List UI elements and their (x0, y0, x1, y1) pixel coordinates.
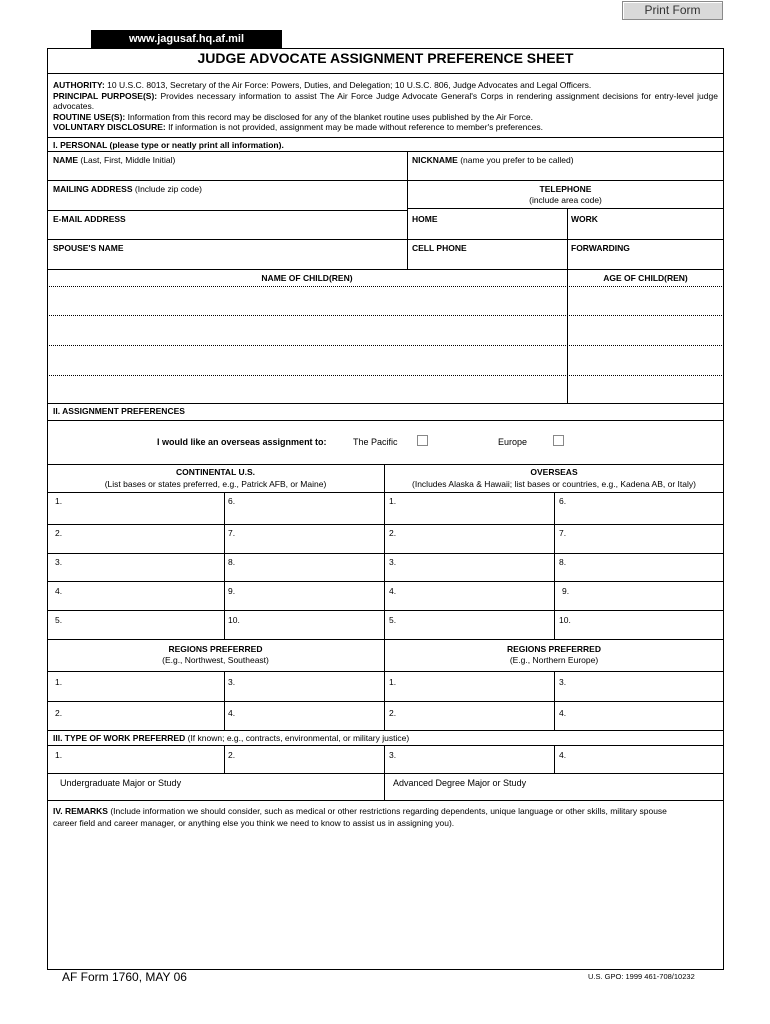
website-url: www.jagusaf.hq.af.mil (91, 30, 282, 48)
work-phone-field[interactable]: WORK (571, 214, 598, 224)
conus-input-4[interactable]: 4. (55, 586, 63, 596)
form-number: AF Form 1760, MAY 06 (62, 970, 187, 984)
email-field[interactable]: E-MAIL ADDRESS (53, 214, 126, 224)
remarks-hint: (Include information we should consider, such as medical or other restrictions regarding dependents, unique language or other skills, military spouse career field and career manager, or anything else you think we need to know to assist us in assigning you). (53, 806, 667, 828)
conus-input-8[interactable]: 8. (228, 557, 236, 567)
nickname-field[interactable] (412, 155, 574, 165)
advanced-degree-field[interactable]: Advanced Degree Major or Study (393, 778, 527, 788)
overseas-question: I would like an overseas assignment to: (157, 437, 327, 447)
purpose-label: PRINCIPAL PURPOSE(S): (53, 90, 158, 101)
region-right-input-2[interactable]: 2. (389, 708, 397, 718)
conus-input-5[interactable]: 5. (55, 615, 63, 625)
nickname-label: NICKNAME (412, 155, 458, 165)
telephone-label: TELEPHONE (539, 184, 592, 194)
conus-input-2[interactable]: 2. (55, 528, 63, 538)
region-left-input-4[interactable]: 4. (228, 708, 236, 718)
regions-left-hint: (E.g., Northwest, Southeast) (162, 655, 269, 665)
overseas-input-10[interactable]: 10. (559, 615, 571, 625)
conus-hint: (List bases or states preferred, e.g., Patrick AFB, or Maine) (104, 479, 327, 489)
mailing-address-field[interactable] (53, 184, 202, 194)
form-title: JUDGE ADVOCATE ASSIGNMENT PREFERENCE SHEET (197, 50, 574, 66)
voluntary-text: If information is not provided, assignment may be made without reference to member's preferences. (168, 122, 543, 132)
child-age-input-1[interactable] (568, 287, 723, 314)
authority-label: AUTHORITY: (53, 80, 105, 90)
name-hint: (Last, First, Middle Initial) (80, 155, 176, 165)
undergrad-major-field[interactable]: Undergraduate Major or Study (60, 778, 182, 788)
child-age-input-3[interactable] (568, 346, 723, 375)
overseas-input-5[interactable]: 5. (389, 615, 397, 625)
telephone-hint: (include area code) (529, 195, 602, 205)
children-name-header: NAME OF CHILD(REN) (261, 273, 353, 283)
region-right-input-4[interactable]: 4. (559, 708, 567, 718)
europe-checkbox[interactable] (553, 435, 564, 446)
child-name-input-2[interactable] (48, 316, 566, 345)
overseas-input-4[interactable]: 4. (389, 586, 397, 596)
region-left-input-1[interactable]: 1. (55, 677, 63, 687)
conus-input-9[interactable]: 9. (228, 586, 236, 596)
children-age-header: AGE OF CHILD(REN) (603, 273, 688, 283)
purpose-text: Provides necessary information to assist The Air Force Judge Advocate General's Corps in rendering assignment decisions for entry-level judge advocates. (53, 90, 718, 111)
home-phone-field[interactable]: HOME (412, 214, 438, 224)
child-age-input-2[interactable] (568, 316, 723, 345)
name-field[interactable] (53, 155, 175, 165)
conus-input-7[interactable]: 7. (228, 528, 236, 538)
regions-left-header: REGIONS PREFERRED (168, 644, 263, 654)
work-input-4[interactable]: 4. (559, 750, 567, 760)
overseas-input-6[interactable]: 6. (559, 496, 567, 506)
mailing-hint: (Include zip code) (134, 184, 202, 194)
section-assignment-heading: II. ASSIGNMENT PREFERENCES (53, 406, 185, 416)
authority-text: 10 U.S.C. 8013, Secretary of the Air Force: Powers, Duties, and Delegation; 10 U.S.C. 806, Judge Advocates and Legal Officers. (107, 80, 592, 90)
conus-input-1[interactable]: 1. (55, 496, 63, 506)
work-input-3[interactable]: 3. (389, 750, 397, 760)
voluntary-label: VOLUNTARY DISCLOSURE: (53, 122, 166, 132)
conus-input-6[interactable]: 6. (228, 496, 236, 506)
overseas-input-8[interactable]: 8. (559, 557, 567, 567)
print-form-button[interactable]: Print Form (622, 1, 723, 20)
overseas-input-7[interactable]: 7. (559, 528, 567, 538)
name-label: NAME (53, 155, 79, 165)
section-personal-heading: I. PERSONAL (please type or neatly print all information). (53, 140, 284, 150)
child-name-input-1[interactable] (48, 287, 566, 314)
overseas-input-9[interactable]: 9. (562, 586, 570, 596)
child-name-input-4[interactable] (48, 376, 566, 402)
remarks-instructions (53, 806, 693, 829)
section-work-heading (53, 733, 409, 743)
privacy-statement (53, 80, 718, 133)
conus-input-10[interactable]: 10. (228, 615, 240, 625)
forwarding-field[interactable]: FORWARDING (571, 243, 630, 253)
section-work-hint: (If known; e.g., contracts, environmental, or military justice) (187, 733, 410, 743)
routine-label: ROUTINE USE(S): (53, 111, 126, 122)
pacific-label: The Pacific (353, 437, 398, 447)
work-input-1[interactable]: 1. (55, 750, 63, 760)
europe-label: Europe (498, 437, 528, 447)
overseas-input-1[interactable]: 1. (389, 496, 397, 506)
child-name-input-3[interactable] (48, 346, 566, 375)
region-right-input-1[interactable]: 1. (389, 677, 397, 687)
region-left-input-3[interactable]: 3. (228, 677, 236, 687)
section-work-label: III. TYPE OF WORK PREFERRED (53, 733, 186, 743)
regions-right-header: REGIONS PREFERRED (507, 644, 601, 654)
work-input-2[interactable]: 2. (228, 750, 236, 760)
region-right-input-3[interactable]: 3. (559, 677, 567, 687)
spouse-name-field[interactable]: SPOUSE'S NAME (53, 243, 124, 253)
conus-header: CONTINENTAL U.S. (175, 467, 256, 477)
overseas-input-3[interactable]: 3. (389, 557, 397, 567)
overseas-hint: (Includes Alaska & Hawaii; list bases or countries, e.g., Kadena AB, or Italy) (412, 479, 696, 489)
nickname-hint: (name you prefer to be called) (460, 155, 574, 165)
overseas-input-2[interactable]: 2. (389, 528, 397, 538)
remarks-label: IV. REMARKS (53, 806, 108, 816)
child-age-input-4[interactable] (568, 376, 723, 402)
mailing-label: MAILING ADDRESS (53, 184, 133, 194)
overseas-header: OVERSEAS (530, 467, 578, 477)
regions-right-hint: (E.g., Northern Europe) (509, 655, 599, 665)
pacific-checkbox[interactable] (417, 435, 428, 446)
gpo-code: U.S. GPO: 1999 461-708/10232 (588, 972, 695, 981)
cell-phone-field[interactable]: CELL PHONE (412, 243, 467, 253)
remarks-input[interactable] (48, 835, 723, 968)
region-left-input-2[interactable]: 2. (55, 708, 63, 718)
conus-input-3[interactable]: 3. (55, 557, 63, 567)
routine-text: Information from this record may be disclosed for any of the blanket routine uses published by the Air Force. (127, 111, 533, 122)
